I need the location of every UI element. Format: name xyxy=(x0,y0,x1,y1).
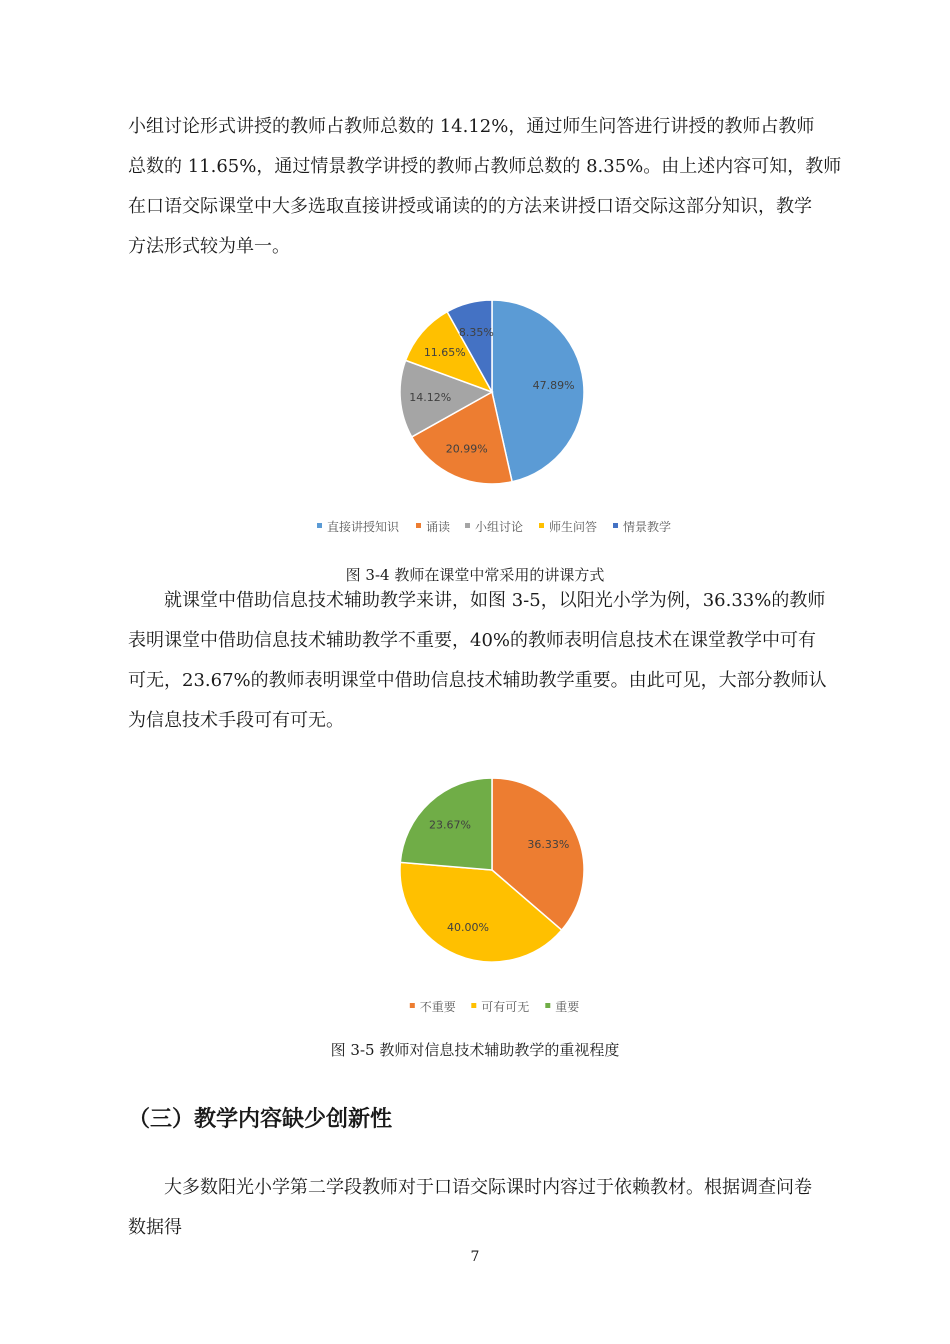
paragraph-teaching-content xyxy=(128,1168,858,1248)
text-line: 小组讨论形式讲授的教师占教师总数的 14.12%，通过师生问答进行讲授的教师占教师 xyxy=(128,116,815,137)
text-line: 大多数阳光小学第二学段教师对于口语交际课时内容过于依赖教材。根据调查问卷 xyxy=(128,1177,812,1198)
text-line: 表明课堂中借助信息技术辅助教学不重要，40%的教师表明信息技术在课堂教学中可有 xyxy=(128,630,817,651)
legend-item xyxy=(317,519,400,534)
legend-swatch xyxy=(471,1003,476,1008)
page-number: 7 xyxy=(470,1249,480,1265)
text-line: 为信息技术手段可有可无。 xyxy=(128,710,344,731)
legend-swatch xyxy=(613,523,618,528)
paragraph-information-technology xyxy=(128,581,858,741)
legend-swatch xyxy=(465,523,470,528)
pie-data-label: 40.00% xyxy=(447,921,489,935)
legend-label: 可有可无 xyxy=(481,1000,530,1014)
legend-label: 情景教学 xyxy=(623,520,672,534)
legend-item xyxy=(410,999,456,1014)
legend-item xyxy=(539,519,597,534)
paragraph-teaching-methods xyxy=(128,107,858,267)
legend-swatch xyxy=(416,523,421,528)
pie-data-label: 11.65% xyxy=(423,345,466,359)
legend-label: 重要 xyxy=(555,1000,580,1014)
pie-data-label: 36.33% xyxy=(527,838,570,852)
text-line: 方法形式较为单一。 xyxy=(128,236,290,257)
pie-data-label: 47.89% xyxy=(532,379,575,393)
text-line: 数据得 xyxy=(128,1217,182,1238)
pie-data-label: 8.35% xyxy=(458,326,494,339)
text-line: 可无，23.67%的教师表明课堂中借助信息技术辅助教学重要。由此可见，大部分教师认 xyxy=(128,670,827,691)
text-line: 在口语交际课堂中大多选取直接讲授或诵读的的方法来讲授口语交际这部分知识，教学 xyxy=(128,196,812,217)
text-line: 就课堂中借助信息技术辅助教学来讲，如图 3-5，以阳光小学为例，36.33%的教师 xyxy=(128,590,826,611)
legend-item xyxy=(545,999,579,1014)
legend-label: 诵读 xyxy=(426,520,451,534)
figure-caption-3-4: 图 3-4 教师在课堂中常采用的讲课方式 xyxy=(345,566,605,584)
pie-chart-teaching-methods xyxy=(0,290,950,548)
legend-item xyxy=(416,519,450,534)
legend-item xyxy=(465,519,523,534)
text-line: 总数的 11.65%，通过情景教学讲授的教师占教师总数的 8.35%。由上述内容可知，教师 xyxy=(128,156,842,177)
legend-label: 直接讲授知识 xyxy=(327,520,400,534)
legend-swatch xyxy=(545,1003,550,1008)
pie-data-label: 14.12% xyxy=(409,390,452,404)
pie-chart-it-importance xyxy=(0,765,950,1027)
legend-item xyxy=(471,1000,529,1014)
figure-caption-3-5: 图 3-5 教师对信息技术辅助教学的重视程度 xyxy=(330,1041,620,1059)
legend-swatch xyxy=(539,523,544,528)
legend-item xyxy=(613,519,671,534)
legend-label: 不重要 xyxy=(419,1000,456,1014)
legend-swatch xyxy=(410,1003,415,1008)
pie-data-label: 20.99% xyxy=(445,442,488,456)
section-heading: （三）教学内容缺少创新性 xyxy=(128,1107,393,1132)
pie-data-label: 23.67% xyxy=(429,818,471,832)
legend-label: 师生问答 xyxy=(549,520,598,534)
legend-swatch xyxy=(317,523,322,528)
legend-label: 小组讨论 xyxy=(475,520,524,534)
